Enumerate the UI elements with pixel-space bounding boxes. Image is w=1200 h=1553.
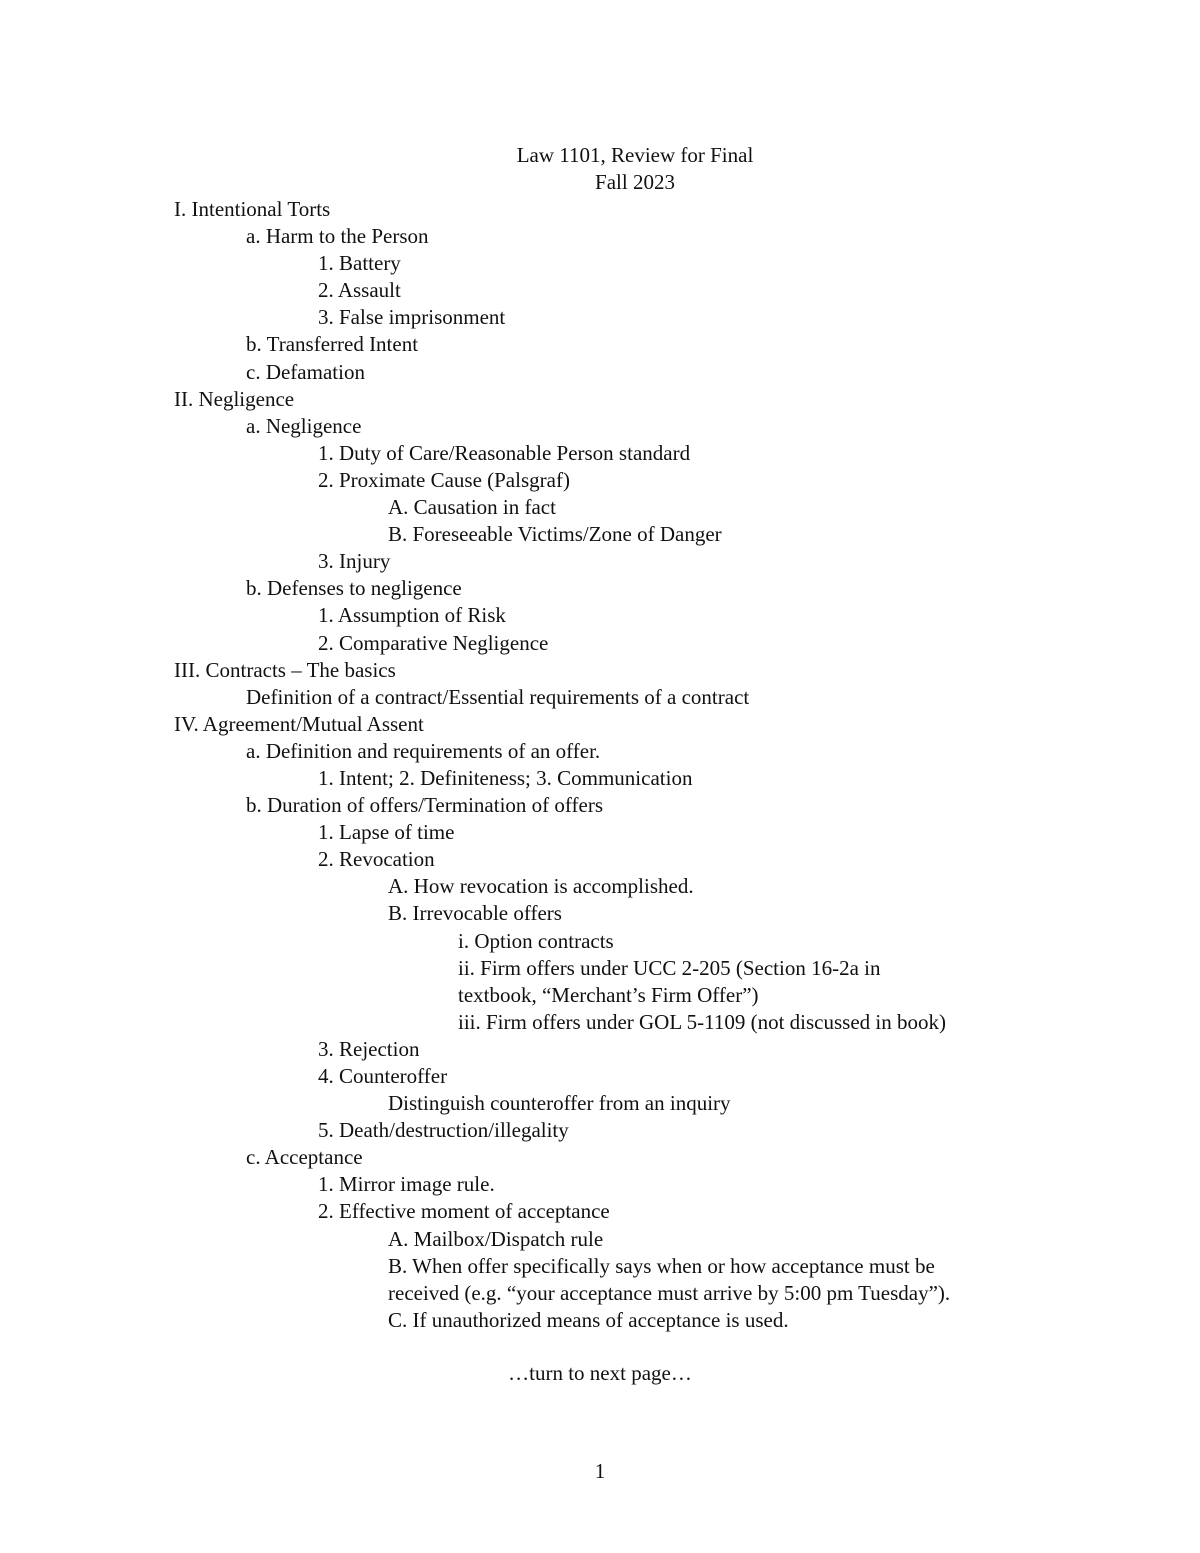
outline-item-level-1: c. Acceptance (246, 1145, 363, 1170)
outline-item-level-2: 2. Revocation (318, 847, 435, 872)
outline-item-level-1: a. Negligence (246, 413, 362, 438)
outline-item-level-2: 2. Proximate Cause (Palsgraf) (318, 467, 570, 492)
outline-item-level-3: A. Causation in fact (388, 495, 556, 520)
outline-item-level-2: 3. Rejection (318, 1036, 420, 1061)
outline-item-level-1: b. Defenses to negligence (246, 576, 462, 601)
outline-item-level-1: b. Transferred Intent (246, 332, 419, 357)
outline-item-level-2: 2. Assault (318, 278, 401, 303)
outline-item-level-3: A. Mailbox/Dispatch rule (388, 1226, 604, 1251)
outline-item-level-0: IV. Agreement/Mutual Assent (174, 711, 424, 736)
outline-item-level-2: 1. Assumption of Risk (318, 603, 506, 628)
outline-item-level-1: Definition of a contract/Essential requirements of a contract (246, 684, 750, 709)
outline-item-level-2: 5. Death/destruction/illegality (318, 1118, 569, 1143)
outline-item-level-2: 1. Intent; 2. Definiteness; 3. Communication (318, 765, 693, 790)
continue-note: …turn to next page… (508, 1361, 692, 1385)
document-title: Law 1101, Review for Final (516, 143, 754, 167)
outline-item-level-0: I. Intentional Torts (174, 197, 331, 221)
outline-item-level-2: 3. False imprisonment (318, 305, 506, 330)
outline-item-level-1: b. Duration of offers/Termination of offers (246, 793, 603, 818)
outline-item-level-0: III. Contracts – The basics (174, 657, 396, 682)
outline-item-level-3: B. Irrevocable offers (388, 901, 562, 926)
outline-item-level-1: c. Defamation (246, 359, 365, 384)
outline-item-level-3: Distinguish counteroffer from an inquiry (388, 1091, 731, 1116)
outline-item-level-2: 3. Injury (318, 549, 391, 574)
outline-item-level-4: i. Option contracts (458, 928, 614, 953)
page-number: 1 (594, 1459, 606, 1483)
outline-item-level-2: 1. Lapse of time (318, 820, 455, 845)
outline-item-level-2: 2. Comparative Negligence (318, 630, 549, 655)
outline-item-level-3: B. When offer specifically says when or how acceptance must be (388, 1253, 935, 1278)
outline-item-level-0: II. Negligence (174, 386, 295, 411)
outline-item-level-3: received (e.g. “your acceptance must arrive by 5:00 pm Tuesday”). (388, 1280, 951, 1305)
outline-item-level-4: ii. Firm offers under UCC 2-205 (Section 16-2a in (458, 955, 881, 980)
outline-item-level-2: 1. Battery (318, 251, 401, 276)
outline-item-level-2: 1. Duty of Care/Reasonable Person standard (318, 440, 691, 465)
outline-item-level-4: iii. Firm offers under GOL 5-1109 (not discussed in book) (458, 1009, 946, 1034)
outline-item-level-1: a. Definition and requirements of an offer. (246, 738, 601, 763)
document-term: Fall 2023 (595, 170, 675, 194)
outline-item-level-2: 1. Mirror image rule. (318, 1172, 495, 1197)
outline-item-level-2: 2. Effective moment of acceptance (318, 1199, 610, 1224)
outline-item-level-3: C. If unauthorized means of acceptance is used. (388, 1307, 789, 1332)
outline-item-level-4: textbook, “Merchant’s Firm Offer”) (458, 982, 759, 1007)
outline-item-level-2: 4. Counteroffer (318, 1064, 448, 1088)
outline-item-level-3: B. Foreseeable Victims/Zone of Danger (388, 522, 722, 547)
outline-item-level-3: A. How revocation is accomplished. (388, 874, 694, 899)
outline-item-level-1: a. Harm to the Person (246, 224, 429, 249)
review-outline (174, 196, 1074, 1334)
